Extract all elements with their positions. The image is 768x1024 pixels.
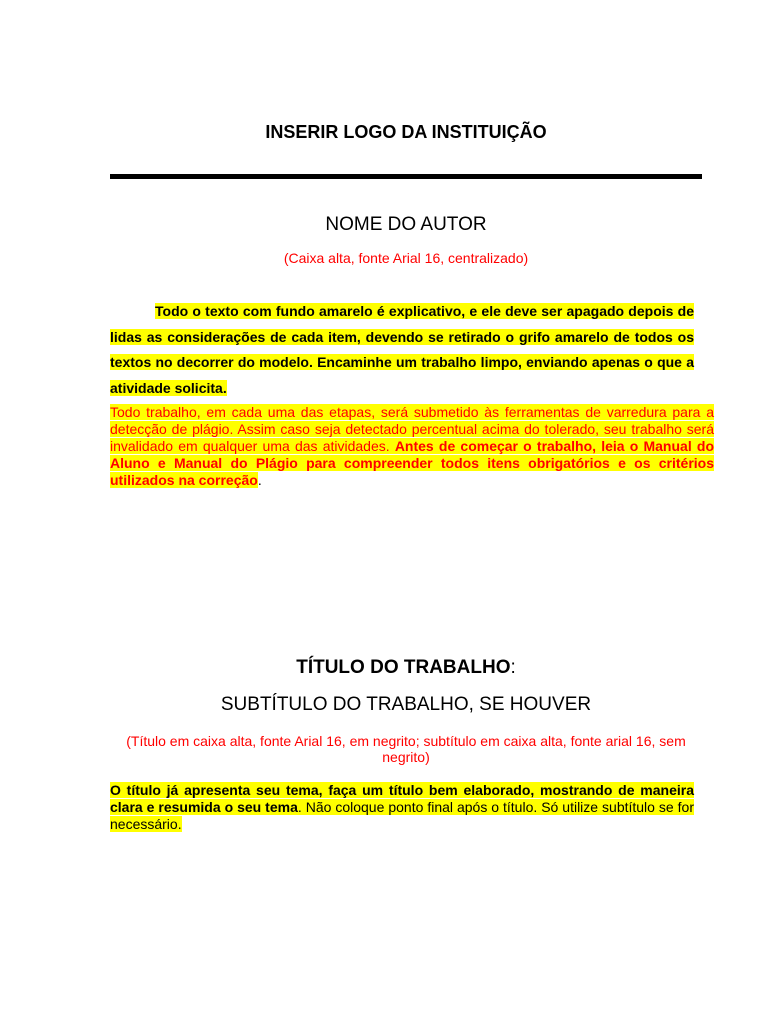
author-format-note: (Caixa alta, fonte Arial 16, centralizado) xyxy=(283,250,529,266)
warning-bold-text: Antes de começar o trabalho, leia o Manual do Aluno e Manual do Plágio para compreender todos itens obrigatórios e os critérios utilizados na correção xyxy=(110,438,714,488)
plagiarism-warning xyxy=(110,404,714,489)
title-explanation xyxy=(110,782,694,833)
work-subtitle: SUBTÍTULO DO TRABALHO, SE HOUVER xyxy=(220,694,592,715)
work-title xyxy=(110,657,702,679)
author-name: NOME DO AUTOR xyxy=(325,214,487,235)
title-format-note: (Título em caixa alta, fonte Arial 16, em negrito; subtítulo em caixa alta, fonte arial 16, sem negrito) xyxy=(126,733,686,765)
explanation-paragraph xyxy=(110,299,694,401)
explanation-text: Todo o texto com fundo amarelo é explicativo, e ele deve ser apagado depois de lidas as considerações de cada item, devendo se retirado o grifo amarelo de todos os textos no decorrer do modelo. Encaminhe um trabalho limpo, enviando apenas o que a atividade solicita. xyxy=(110,303,694,396)
warning-text: Todo trabalho, em cada uma das etapas, será submetido às ferramentas de varredura para a detecção de plágio. Assim caso seja detectado percentual acima do tolerado, seu trabalho será invalidado em qualquer uma das atividades. xyxy=(110,404,714,454)
work-title-text: TÍTULO DO TRABALHO xyxy=(296,657,511,678)
work-title-colon: : xyxy=(510,657,516,678)
institution-logo-placeholder: INSERIR LOGO DA INSTITUIÇÃO xyxy=(265,122,547,142)
header-divider xyxy=(110,174,702,179)
title-explanation-bold: O título já apresenta seu tema, faça um título bem elaborado, mostrando de maneira clara e resumida o seu tema xyxy=(110,782,694,815)
title-explanation-text: . Não coloque ponto final após o título. Só utilize subtítulo se for necessário. xyxy=(110,799,694,832)
warning-tail: . xyxy=(257,472,262,488)
